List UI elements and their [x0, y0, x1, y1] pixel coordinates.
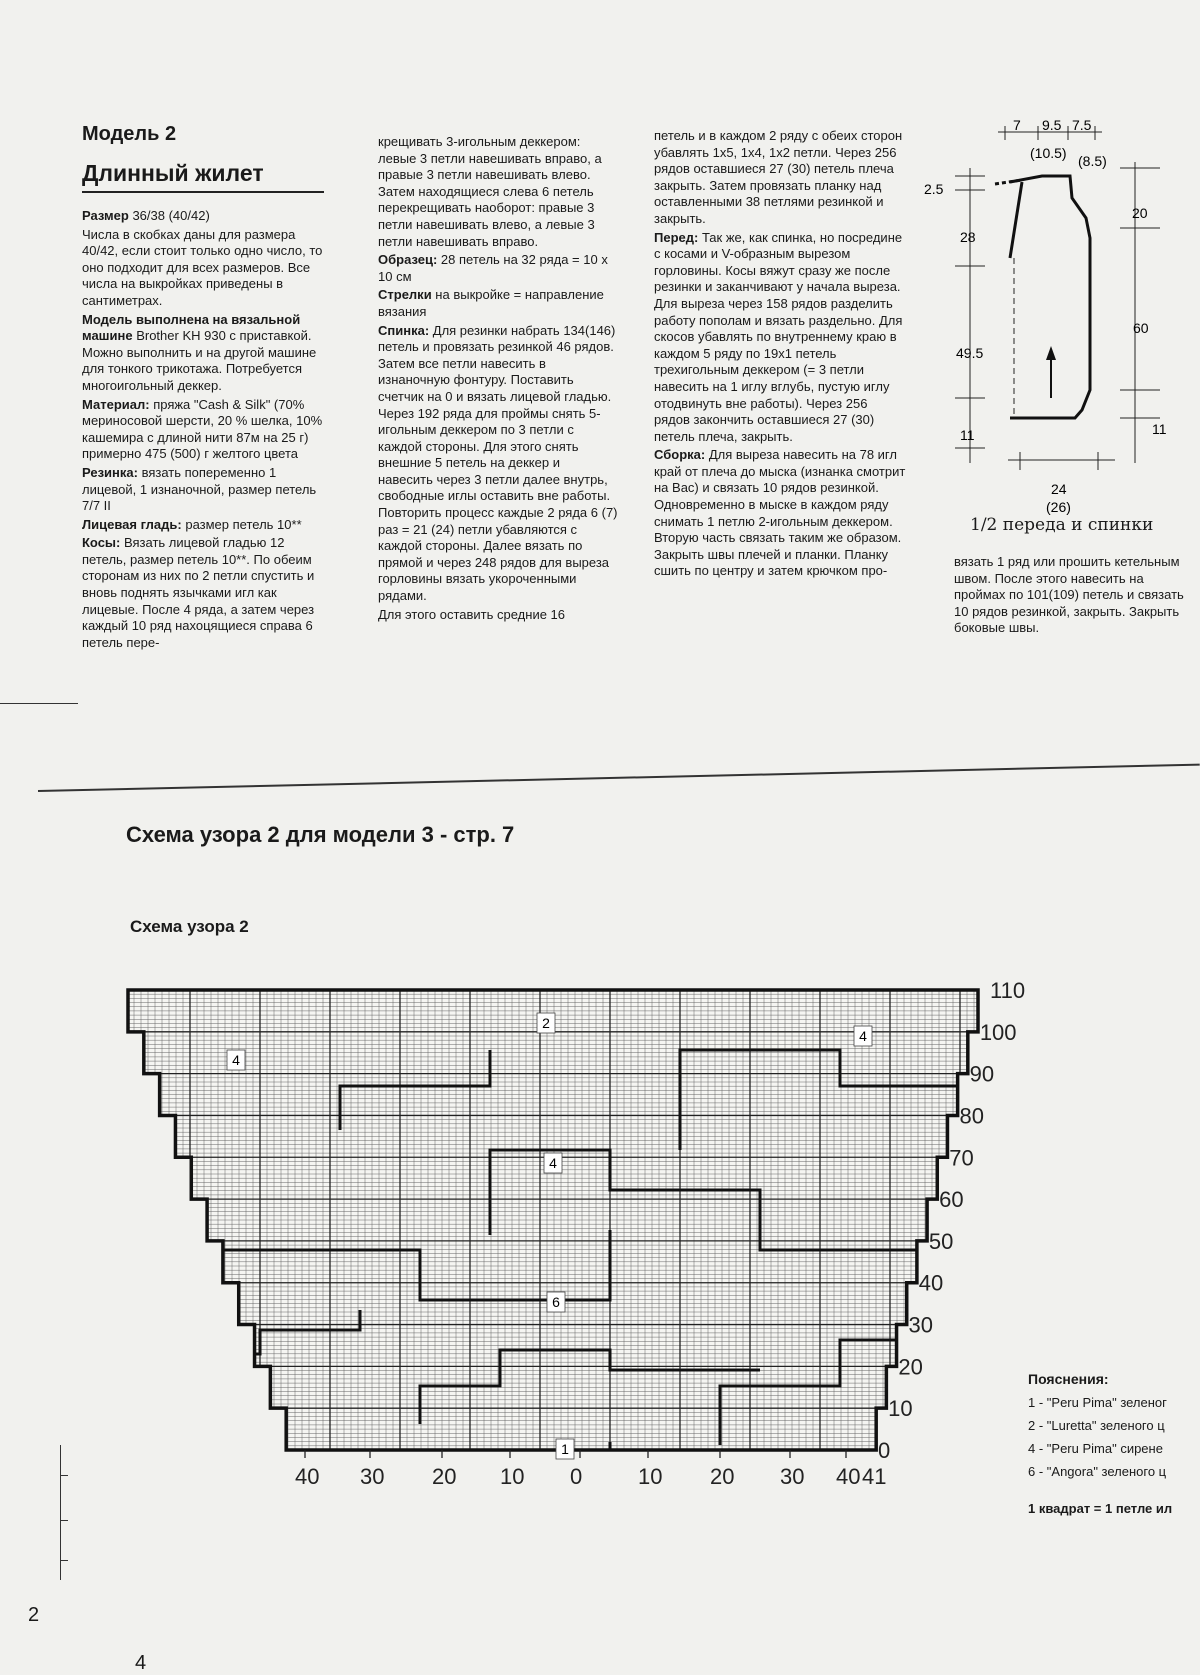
text-column-1 — [82, 208, 330, 653]
x-tick-label: 40 — [836, 1464, 861, 1489]
legend-item: 2 - "Luretta" зеленого ц — [1028, 1418, 1165, 1433]
paragraph-heading: Стрелки — [378, 287, 432, 303]
x-tick-label: 10 — [638, 1464, 663, 1489]
paragraph-text: Числа в скобках даны для размера 40/42, если стоит только одно число, то оно подходит для всех размеров. Все числа на выкройках приведены в сантиметрах. — [82, 226, 323, 308]
paragraph-text: петель и в каждом 2 ряду с обеих сторон убавлять 1х5, 1х4, 1х2 петли. Через 256 рядов оставшиеся 27 (30) петель плеча закрыть. Затем провязать планку над оставленными 38 петлями резинкой и закрыть. — [654, 128, 903, 226]
region-label — [556, 1439, 574, 1459]
x-tick-label: 30 — [780, 1464, 805, 1489]
paragraph — [654, 230, 906, 446]
paragraph — [378, 252, 618, 285]
paragraph-heading: Лицевая гладь: — [82, 516, 182, 532]
paragraph-heading: Спинка: — [378, 322, 430, 338]
paragraph-text: 36/38 (40/42) — [128, 208, 210, 223]
dim-top-2: 9.5 — [1042, 118, 1062, 133]
y-tick-label: 0 — [878, 1438, 891, 1463]
dim-left-3: 49.5 — [956, 345, 984, 361]
paragraph — [378, 134, 618, 250]
article-title: Длинный жилет — [82, 160, 324, 193]
legend-item: 4 - "Peru Pima" сирене — [1028, 1441, 1163, 1456]
paragraph-text: Brother KH 930 с приставкой. Можно выполнить и на другой машине для тонкого трикотажа. Потребуется многоигольный деккер. — [82, 328, 317, 393]
dim-left-1: 2.5 — [924, 181, 944, 197]
legend-item: 1 - "Peru Pima" зеленог — [1028, 1395, 1167, 1410]
page-number-bottom: 4 — [135, 1652, 147, 1674]
paragraph — [82, 208, 330, 225]
paragraph-text: Для этого оставить средние 16 — [378, 606, 566, 622]
x-tick-label: 10 — [500, 1464, 525, 1489]
y-tick-label: 30 — [908, 1312, 934, 1338]
region-label — [227, 1050, 245, 1070]
paragraph — [82, 312, 330, 395]
paragraph-text: на выкройке = направление вязания — [378, 287, 604, 319]
y-tick-label: 60 — [939, 1187, 964, 1213]
paragraph — [82, 465, 330, 515]
region-label-text: 4 — [859, 1028, 867, 1044]
paragraph — [82, 397, 330, 463]
dim-top-4: (10.5) — [1030, 145, 1067, 161]
y-tick-label: 80 — [959, 1103, 984, 1129]
margin-tick — [60, 1560, 68, 1561]
paragraph-text: размер петель 10** — [181, 516, 302, 532]
y-tick-label: 10 — [888, 1396, 913, 1422]
dim-top-3: 7.5 — [1072, 118, 1092, 133]
margin-tick — [60, 1475, 68, 1476]
x-tick-label: 0 — [570, 1464, 583, 1489]
paragraph-text: пряжа "Cash & Silk" (70% мериносовой шерсти, 20 % шелка, 10% кашемира с длиной нити 87м на 25 г) примерно 475 (500) г желтого цвета — [82, 396, 323, 462]
region-label-text: 2 — [542, 1015, 550, 1031]
text-column-4: вязать 1 ряд или прошить кетельным швом. После этого навесить на проймах по 101(109) петель и связать 10 рядов резинкой, закрыть. Закрыть боковые швы. — [954, 554, 1184, 636]
margin-tick — [60, 1520, 68, 1521]
y-tick-label: 20 — [898, 1354, 923, 1380]
legend-title: Пояснения: — [1028, 1371, 1109, 1387]
legend-item: 6 - "Angora" зеленого ц — [1028, 1464, 1167, 1479]
region-label-text: 4 — [549, 1155, 557, 1171]
paragraph-heading: Сборка: — [654, 447, 706, 463]
paragraph — [654, 128, 906, 228]
chart-title: Схема узора 2 — [130, 917, 249, 936]
paragraph-heading: Материал: — [82, 396, 150, 412]
text-column-3 — [654, 128, 906, 582]
y-tick-label: 100 — [979, 1019, 1017, 1045]
paragraph-text: Для резинки набрать 134(146) петель и провязать резинкой 46 рядов. Затем все петли навесить в изнаночную фонтуру. Поставить счетчик на 0 и вязать лицевой гладью. Через 192 ряда для проймы снять 5-игольным деккером по 3 петли с каждой стороны. Для этого снять внешние 5 петель на деккер и навесить через 3 петли далее внутрь, свободные иглы оставить вне работы. Повторить процесс каждые 2 ряда 6 (7) раз = 21 (24) петли убавляются с каждой стороны. Далее вязать по прямой и через 248 рядов для выреза горловины вязать укороченными рядами. — [378, 322, 618, 604]
paragraph-heading: Косы: — [82, 535, 121, 551]
paragraph-text: вязать попеременно 1 лицевой, 1 изнаночной, размер петель 7/7 II — [82, 464, 317, 514]
y-tick-label: 90 — [969, 1061, 995, 1087]
paragraph-text: Для выреза навесить на 78 игл край от плеча до мыска (изнанка смотрит на Вас) и связать 10 рядов резинкой. Одновременно в мыске в каждом ряду снимать 1 петлю 2-игольным деккером. Вторую часть связать таким же образом. Закрыть швы плечей и планки. Планку сшить по центру и затем крючком про- — [654, 447, 906, 579]
dim-right-2: 60 — [1133, 320, 1149, 336]
dim-top-5: (8.5) — [1078, 153, 1107, 169]
region-label-text: 1 — [561, 1441, 569, 1457]
section-divider — [38, 764, 1200, 792]
paragraph-heading: Образец: — [378, 252, 438, 268]
paragraph — [654, 447, 906, 580]
y-tick-label: 110 — [990, 978, 1026, 1003]
paragraph — [82, 227, 330, 310]
y-tick-label: 70 — [949, 1145, 974, 1171]
divider-left — [0, 703, 78, 704]
text-column-2 — [378, 134, 618, 625]
y-tick-label: 40 — [918, 1270, 944, 1296]
paragraph-heading: Резинка: — [82, 464, 138, 480]
x-tick-label: 30 — [360, 1464, 385, 1489]
legend — [1028, 1368, 1200, 1520]
garment-schematic — [910, 118, 1190, 538]
dim-top-1: 7 — [1013, 118, 1021, 133]
schematic-caption: 1/2 переда и спинки — [970, 515, 1154, 535]
dim-bottom-2: (26) — [1046, 499, 1071, 515]
x-tick-label: 41 — [862, 1464, 887, 1489]
paragraph-text: крещивать 3-игольным деккером: левые 3 петли навешивать вправо, а правые 3 петли навешивать влево. Затем находящиеся слева 6 петель перекрещивать наоборот: правые 3 петли навешивать влево, а левые 3 петли навешивать вправо. — [378, 134, 602, 249]
model-label: Модель 2 — [82, 123, 177, 145]
x-tick-label: 20 — [432, 1464, 457, 1489]
x-tick-label: 20 — [710, 1464, 735, 1489]
paragraph-text: 28 петель на 32 ряда = 10 х 10 см — [378, 252, 608, 284]
region-label-text: 4 — [232, 1052, 240, 1068]
dim-right-1: 20 — [1132, 205, 1148, 221]
paragraph — [82, 535, 330, 651]
dim-left-2: 28 — [960, 229, 976, 245]
y-tick-label: 50 — [928, 1228, 954, 1254]
region-label — [854, 1026, 872, 1046]
paragraph — [378, 287, 618, 320]
legend-note: 1 квадрат = 1 петле ил — [1028, 1501, 1173, 1516]
paragraph-heading: Размер — [82, 208, 129, 223]
page-number: 2 — [28, 1604, 40, 1626]
dim-right-3: 11 — [1152, 421, 1167, 437]
paragraph-text: Так же, как спинка, но посредине с косами и V-образным вырезом горловины. Косы вяжут сразу же после резинки и заканчивают у начала выреза. Для выреза через 158 рядов разделить работу пополам и вязать раздельно. Для скосов убавлять по внутреннему краю в каждом 5 ряду по 19х1 петель трехигольным деккером (= 3 петли навесить на 1 иглу вглубь, пустую иглу отодвинуть вне работы). Через 256 рядов закончить оставшиеся 27 (30) петель плеча, закрыть. — [654, 229, 903, 444]
region-label — [547, 1292, 565, 1312]
paragraph-heading: Перед: — [654, 229, 699, 245]
paragraph-text: Вязать лицевой гладью 12 петель, размер петель 10**. По обеим сторонам из них по 2 петли спустить и вновь поднять язычками игл как лицевые. После 4 ряда, а затем через каждый 10 ряд нахоцящиеся справа 6 петель пере- — [82, 535, 315, 650]
pattern-chart — [120, 900, 1090, 1580]
region-label — [537, 1013, 555, 1033]
region-label — [544, 1153, 562, 1173]
paragraph-heading: Модель выполнена на вязальной машине — [82, 311, 301, 344]
x-tick-label: 40 — [295, 1464, 320, 1489]
paragraph — [378, 323, 618, 605]
dim-left-4: 11 — [960, 427, 975, 443]
section-title: Схема узора 2 для модели 3 - стр. 7 — [126, 822, 515, 847]
paragraph — [82, 517, 330, 534]
paragraph — [378, 607, 618, 624]
dim-bottom-1: 24 — [1051, 481, 1067, 497]
region-label-text: 6 — [552, 1294, 560, 1310]
